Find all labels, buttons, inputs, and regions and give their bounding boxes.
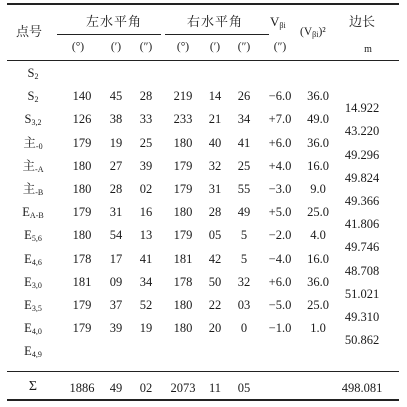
unit-right-deg: (°) — [176, 41, 190, 53]
point-name: $E_{3,5}$ — [24, 298, 42, 313]
cell-left-sec: 25 — [139, 135, 153, 150]
cell-right-min: 32 — [208, 158, 222, 173]
cell-left-sec: 28 — [139, 89, 153, 104]
cell-left-deg: 179 — [72, 321, 92, 336]
side-length-value: 41.806 — [344, 217, 380, 232]
side-length-value: 48.708 — [344, 263, 380, 278]
point-name: 主$_{-A}$ — [22, 158, 44, 174]
cell-v-squared: 36.0 — [307, 89, 329, 104]
cell-right-deg: 178 — [173, 274, 193, 289]
side-length-value: 50.862 — [344, 333, 380, 348]
cell-left-sec: 34 — [139, 274, 153, 289]
cell-right-sec: 34 — [237, 112, 251, 127]
cell-right-min: 22 — [208, 298, 222, 312]
cell-left-sec: 16 — [139, 205, 153, 220]
total-right-deg: 2073 — [170, 381, 196, 395]
cell-left-sec: 33 — [139, 112, 153, 127]
cell-left-sec: 19 — [139, 321, 153, 336]
cell-left-min: 09 — [109, 274, 123, 289]
point-name: 主$_{-0}$ — [23, 135, 43, 151]
point-name: $E_{3,0}$ — [24, 274, 42, 290]
cell-right-deg: 179 — [173, 182, 193, 196]
cell-left-min: 38 — [109, 112, 123, 127]
cell-right-min: 21 — [208, 112, 222, 127]
cell-left-min: 19 — [109, 135, 123, 150]
cell-right-min: 20 — [208, 321, 222, 336]
cell-right-sec: 55 — [237, 182, 251, 196]
cell-right-deg: 180 — [173, 321, 193, 336]
cell-left-min: 31 — [109, 205, 123, 220]
side-length-value: 14.922 — [344, 101, 380, 116]
cell-v-correction: +7.0 — [268, 112, 292, 127]
side-length-value: 43.220 — [344, 124, 380, 139]
cell-right-deg: 181 — [173, 251, 193, 266]
unit-right-sec: (″) — [237, 41, 251, 53]
header-bottom-rule — [7, 60, 399, 61]
cell-v-squared: 1.0 — [310, 321, 326, 336]
point-name: $S_2$ — [27, 89, 39, 105]
cell-v-squared: 25.0 — [307, 205, 329, 220]
cell-right-sec: 03 — [237, 298, 251, 312]
cell-right-min: 50 — [208, 274, 222, 289]
cell-right-deg: 219 — [173, 89, 193, 104]
left-angle-rule — [57, 34, 161, 35]
right-angle-rule — [165, 34, 269, 35]
cell-right-min: 31 — [208, 182, 222, 196]
point-name: $E_{A-B}$ — [22, 205, 44, 221]
cell-right-min: 05 — [208, 228, 222, 243]
cell-v-correction: −6.0 — [268, 89, 292, 104]
cell-right-deg: 233 — [173, 112, 193, 127]
cell-left-deg: 179 — [72, 135, 92, 150]
cell-v-squared: 16.0 — [307, 251, 329, 266]
cell-left-sec: 41 — [139, 251, 153, 266]
cell-left-min: 54 — [109, 228, 123, 243]
point-name: 主$_{-B}$ — [22, 182, 44, 197]
header-v: $V_{\beta i}$ — [270, 14, 286, 30]
header-right-angle: 右水平角 — [187, 14, 244, 29]
point-name: $E_{4,6}$ — [24, 251, 42, 267]
point-name: $E_{4,9}$ — [24, 344, 42, 360]
unit-v: (″) — [273, 41, 287, 53]
bottom-rule — [7, 399, 399, 401]
cell-left-deg: 180 — [72, 228, 92, 243]
cell-right-deg: 180 — [173, 205, 193, 220]
unit-side: m — [364, 44, 372, 55]
cell-v-correction: +6.0 — [268, 135, 292, 150]
point-name: $S_2$ — [27, 66, 39, 81]
cell-right-sec: 41 — [237, 135, 251, 150]
unit-left-min: (′) — [110, 41, 122, 53]
cell-right-deg: 179 — [173, 158, 193, 173]
cell-right-min: 42 — [208, 251, 222, 266]
cell-left-min: 39 — [109, 321, 123, 336]
unit-left-sec: (″) — [139, 41, 153, 53]
point-name: $E_{4,0}$ — [24, 321, 42, 337]
cell-left-deg: 179 — [72, 298, 92, 312]
cell-v-correction: −1.0 — [268, 321, 292, 336]
side-length-value: 49.824 — [344, 170, 380, 185]
cell-right-sec: 49 — [237, 205, 251, 220]
cell-left-sec: 13 — [139, 228, 153, 243]
header-left-angle: 左水平角 — [86, 14, 143, 29]
cell-v-squared: 49.0 — [307, 112, 329, 127]
cell-v-squared: 25.0 — [307, 298, 329, 312]
unit-right-min: (′) — [209, 41, 221, 53]
cell-right-sec: 26 — [237, 89, 251, 104]
total-side-length: 498.081 — [341, 381, 383, 395]
side-length-value: 49.366 — [344, 194, 380, 208]
cell-v-squared: 4.0 — [310, 228, 326, 243]
cell-left-deg: 181 — [72, 274, 92, 289]
cell-v-correction: +4.0 — [268, 158, 292, 173]
cell-left-min: 27 — [109, 158, 123, 173]
cell-right-deg: 180 — [173, 135, 193, 150]
total-top-rule — [7, 371, 399, 372]
cell-right-min: 40 — [208, 135, 222, 150]
cell-left-sec: 02 — [139, 182, 153, 196]
cell-left-min: 17 — [109, 251, 123, 266]
total-right-min: 11 — [208, 381, 222, 395]
cell-left-sec: 39 — [139, 158, 153, 173]
cell-v-correction: +6.0 — [268, 274, 292, 289]
cell-left-deg: 178 — [72, 251, 92, 266]
side-length-value: 49.746 — [344, 240, 380, 255]
total-left-min: 49 — [109, 381, 123, 395]
cell-v-correction: −5.0 — [268, 298, 292, 312]
cell-left-min: 37 — [109, 298, 123, 312]
cell-right-deg: 180 — [173, 298, 193, 312]
total-left-sec: 02 — [139, 381, 153, 395]
cell-left-deg: 180 — [72, 158, 92, 173]
total-left-deg: 1886 — [69, 381, 95, 395]
cell-left-min: 28 — [109, 182, 123, 196]
cell-right-sec: 32 — [237, 274, 251, 289]
cell-left-deg: 179 — [72, 205, 92, 220]
cell-v-squared: 36.0 — [307, 274, 329, 289]
cell-left-deg: 180 — [72, 182, 92, 196]
cell-left-deg: 126 — [72, 112, 92, 127]
cell-right-min: 28 — [208, 205, 222, 220]
cell-v-correction: −3.0 — [268, 182, 292, 196]
total-label: Σ — [28, 379, 38, 394]
header-point: 点号 — [16, 24, 43, 39]
cell-right-sec: 5 — [240, 228, 248, 243]
point-name: $E_{5,6}$ — [24, 228, 42, 244]
cell-v-squared: 16.0 — [307, 158, 329, 173]
side-length-value: 49.296 — [344, 147, 380, 162]
cell-v-squared: 36.0 — [307, 135, 329, 150]
cell-right-sec: 25 — [237, 158, 251, 173]
total-right-sec: 05 — [237, 381, 251, 395]
cell-left-deg: 140 — [72, 89, 92, 104]
unit-left-deg: (°) — [71, 41, 85, 53]
header-v-squared: $(V_{\beta i})^2$ — [300, 26, 326, 39]
point-name: $S_{3,2}$ — [24, 112, 42, 128]
side-length-value: 49.310 — [344, 310, 380, 324]
side-length-value: 51.021 — [344, 286, 380, 301]
cell-v-correction: −2.0 — [268, 228, 292, 243]
cell-right-sec: 0 — [240, 321, 248, 336]
header-side-length: 边长 — [349, 14, 376, 29]
top-rule — [7, 3, 399, 5]
cell-left-sec: 52 — [139, 298, 153, 312]
cell-v-correction: −4.0 — [268, 251, 292, 266]
cell-right-sec: 5 — [240, 251, 248, 266]
cell-right-deg: 179 — [173, 228, 193, 243]
cell-v-squared: 9.0 — [310, 182, 326, 196]
cell-v-correction: +5.0 — [268, 205, 292, 220]
cell-left-min: 45 — [109, 89, 123, 104]
cell-right-min: 14 — [208, 89, 222, 104]
